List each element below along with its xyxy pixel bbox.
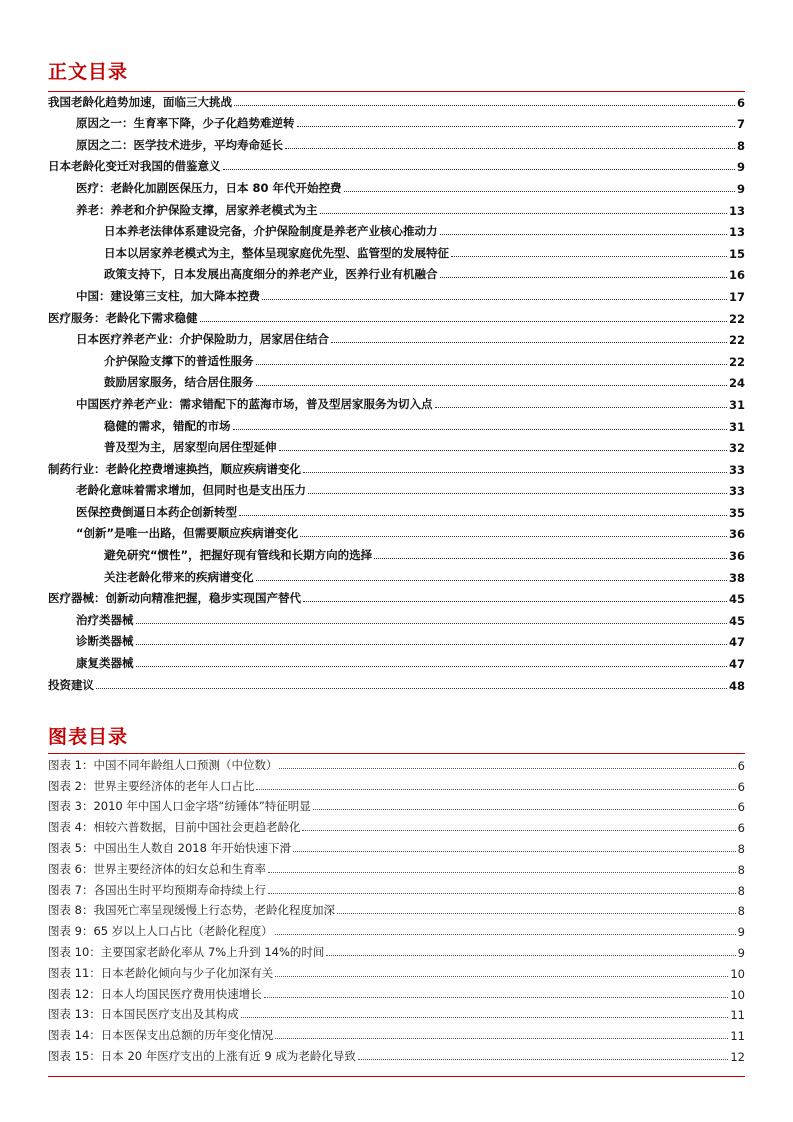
toc-entry-label: 养老：养老和介护保险支撑，居家养老模式为主 [76,202,318,217]
toc-entry-label: 避免研究“惯性”，把握好现有管线和长期方向的选择 [104,548,373,563]
toc-entry[interactable] [48,174,745,196]
toc-entry-label: 鼓励居家服务，结合居住服务 [104,375,254,390]
figure-entry-page-number: 8 [737,841,745,856]
dot-leader [320,213,727,214]
figure-entry-label: 图表 5：中国出生人数自 2018 年开始快速下滑 [48,840,292,855]
figure-entry[interactable] [48,752,745,773]
toc-entry-page-number: 33 [728,484,745,499]
page-bottom-rule [48,1076,745,1077]
figure-entry-label: 图表 3：2010 年中国人口金字塔“纺锤体”特征明显 [48,799,311,814]
dot-leader [358,1059,729,1060]
toc-entry-label: 政策支持下，日本发展出高度细分的养老产业，医养行业有机融合 [104,267,438,282]
figure-entry[interactable] [48,814,745,835]
dot-leader [136,623,727,624]
figure-entry-label: 图表 13：日本国民医疗支出及其构成 [48,1007,239,1022]
dot-leader [275,976,728,977]
toc-entry-page-number: 47 [728,657,745,672]
toc-entry-label: 日本老龄化变迁对我国的借鉴意义 [48,159,221,174]
toc-entry[interactable] [48,282,745,304]
dot-leader [285,148,735,149]
figure-entry[interactable] [48,898,745,919]
dot-leader [293,851,736,852]
dot-leader [268,872,736,873]
dot-leader [264,997,729,998]
dot-leader [308,493,727,494]
dot-leader [435,407,727,408]
figure-entry-page-number: 8 [737,883,745,898]
dot-leader [303,472,727,473]
figure-entry[interactable] [48,877,745,898]
dot-leader [279,450,727,451]
dot-leader [275,934,736,935]
dot-leader [331,342,727,343]
dot-leader [451,256,727,257]
toc-entry-page-number: 47 [728,635,745,650]
figures-title: 图表目录 [48,726,129,748]
toc-entry-page-number: 22 [728,333,745,348]
toc-entry[interactable] [48,131,745,153]
toc-entry[interactable] [48,649,745,671]
dot-leader [256,385,727,386]
figure-entry-page-number: 9 [737,945,745,960]
toc-entry[interactable] [48,455,745,477]
toc-entry-page-number: 9 [736,181,745,196]
figure-entry-page-number: 10 [730,987,745,1002]
toc-entry-page-number: 24 [728,376,745,391]
figure-entry-label: 图表 4：相较六普数据，目前中国社会更趋老龄化 [48,820,301,835]
toc-entry[interactable] [48,153,745,175]
figure-entry-label: 图表 1：中国不同年龄组人口预测（中位数） [48,757,278,772]
toc-entry[interactable] [48,304,745,326]
dot-leader [313,809,736,810]
toc-entry[interactable] [48,671,745,693]
figure-entry-label: 图表 11：日本老龄化倾向与少子化加深有关 [48,965,274,980]
toc-entry[interactable] [48,347,745,369]
toc-entry-label: 日本医疗养老产业：介护保险助力，居家居住结合 [76,332,329,347]
toc-entry-page-number: 22 [728,311,745,326]
figure-entry-label: 图表 10：主要国家老龄化率从 7%上升到 14%的时间 [48,944,325,959]
toc-entry-page-number: 32 [728,441,745,456]
toc-entry[interactable] [48,110,745,132]
figure-entry-page-number: 10 [730,966,745,981]
dot-leader [344,191,735,192]
dot-leader [440,234,727,235]
toc-entry[interactable] [48,477,745,499]
toc-entry[interactable] [48,218,745,240]
dot-leader [241,1017,729,1018]
toc-entry-label: “创新”是唯一出路，但需要顺应疾病谱变化 [76,526,299,541]
toc-entry-label: 投资建议 [48,677,94,692]
figure-entry-page-number: 6 [737,821,745,836]
dot-leader [279,768,735,769]
toc-entry-label: 康复类器械 [76,656,134,671]
figure-entry-label: 图表 9：65 岁以上人口占比（老龄化程度） [48,924,273,939]
toc-entry[interactable] [48,498,745,520]
toc-entry-label: 原因之二：医学技术进步，平均寿命延长 [76,137,283,152]
figure-entry-label: 图表 12：日本人均国民医疗费用快速增长 [48,986,262,1001]
toc-entry-label: 医疗：老龄化加剧医保压力，日本 80 年代开始控费 [76,180,342,195]
dot-leader [262,299,727,300]
toc-entry-page-number: 22 [728,354,745,369]
dot-leader [256,580,727,581]
dot-leader [268,893,736,894]
dot-leader [275,1038,728,1039]
toc-entry-label: 医保控费倒逼日本药企创新转型 [76,504,237,519]
dot-leader [223,169,735,170]
figure-entry[interactable] [48,960,745,981]
dot-leader [303,601,727,602]
toc-entry-label: 制药行业：老龄化控费增速换挡，顺应疾病谱变化 [48,461,301,476]
dot-leader [374,558,727,559]
toc-title: 正文目录 [48,61,129,83]
figures-list [48,752,745,1064]
dot-leader [136,644,727,645]
toc-entry-page-number: 8 [736,138,745,153]
dot-leader [200,321,727,322]
toc-entry-page-number: 48 [728,678,745,693]
figure-entry-label: 图表 14：日本医保支出总额的历年变化情况 [48,1028,274,1043]
dot-leader [256,364,727,365]
figure-entry[interactable] [48,794,745,815]
toc-entry[interactable] [48,326,745,348]
toc-entry-label: 稳健的需求，错配的市场 [104,418,231,433]
toc-entry-page-number: 7 [736,117,745,132]
toc-entry-page-number: 31 [728,397,745,412]
toc-entry[interactable] [48,563,745,585]
dot-leader [302,830,735,831]
toc-entry[interactable] [48,541,745,563]
toc-entry-page-number: 15 [728,246,745,261]
toc-entry-label: 关注老龄化带来的疾病谱变化 [104,569,254,584]
toc-entry-page-number: 36 [728,527,745,542]
toc-entry-page-number: 17 [728,289,745,304]
figure-entry[interactable] [48,1022,745,1043]
dot-leader [234,105,735,106]
figure-entry-label: 图表 15：日本 20 年医疗支出的上涨有近 9 成为老龄化导致 [48,1048,356,1063]
toc-entry[interactable] [48,196,745,218]
figure-entry-page-number: 6 [737,779,745,794]
toc-entry-label: 老龄化意味着需求增加，但同时也是支出压力 [76,483,306,498]
toc-entry[interactable] [48,520,745,542]
dot-leader [239,515,727,516]
toc-entry[interactable] [48,88,745,110]
figure-entry[interactable] [48,1043,745,1064]
toc-entry-label: 介护保险支撑下的普适性服务 [104,353,254,368]
dot-leader [96,688,727,689]
toc-entry-label: 医疗服务：老龄化下需求稳健 [48,310,198,325]
figure-entry[interactable] [48,939,745,960]
toc-entry-page-number: 45 [728,613,745,628]
toc-entry-label: 诊断类器械 [76,634,134,649]
figure-entry-page-number: 8 [737,904,745,919]
toc-entry[interactable] [48,434,745,456]
figure-entry[interactable] [48,773,745,794]
figure-entry-label: 图表 6：世界主要经济体的妇女总和生育率 [48,861,266,876]
toc-entry[interactable] [48,390,745,412]
toc-entry-label: 中国医疗养老产业：需求错配下的蓝海市场，普及型居家服务为切入点 [76,396,433,411]
toc-entry-label: 日本以居家养老模式为主，整体呈现家庭优先型、监管型的发展特征 [104,245,449,260]
figure-entry-page-number: 6 [737,758,745,773]
toc-entry-page-number: 13 [728,203,745,218]
toc-entry-label: 医疗器械：创新动向精准把握，稳步实现国产替代 [48,591,301,606]
toc-entry-page-number: 33 [728,462,745,477]
toc-entry-label: 原因之一：生育率下降，少子化趋势难逆转 [76,116,295,131]
figure-entry-page-number: 12 [730,1049,745,1064]
toc-entry[interactable] [48,606,745,628]
toc-entry-page-number: 45 [728,592,745,607]
figure-entry-page-number: 6 [737,800,745,815]
toc-entry-label: 普及型为主，居家型向居住型延伸 [104,440,277,455]
figure-entry-label: 图表 8：我国死亡率呈现缓慢上行态势，老龄化程度加深 [48,903,335,918]
toc-entry[interactable] [48,585,745,607]
figure-entry-label: 图表 7：各国出生时平均预期寿命持续上行 [48,882,266,897]
figure-entry[interactable] [48,918,745,939]
figure-entry-page-number: 11 [730,1029,745,1044]
figure-entry-label: 图表 2：世界主要经济体的老年人口占比 [48,778,255,793]
toc-entry[interactable] [48,369,745,391]
toc-entry-page-number: 16 [728,268,745,283]
toc-entry-label: 治疗类器械 [76,612,134,627]
dot-leader [297,126,735,127]
figure-entry-page-number: 11 [730,1008,745,1023]
figure-entry[interactable] [48,1002,745,1023]
toc-entry[interactable] [48,239,745,261]
figure-entry-page-number: 8 [737,862,745,877]
dot-leader [136,666,727,667]
dot-leader [337,913,736,914]
toc-entry-label: 中国：建设第三支柱，加大降本控费 [76,288,260,303]
toc-entry-page-number: 35 [728,505,745,520]
toc-entry-page-number: 6 [736,95,745,110]
toc-list [48,88,745,693]
toc-entry-page-number: 38 [728,570,745,585]
toc-entry-label: 日本养老法律体系建设完备，介护保险制度是养老产业核心推动力 [104,224,438,239]
figure-entry-page-number: 9 [737,925,745,940]
toc-entry-page-number: 9 [736,160,745,175]
toc-entry-page-number: 36 [728,549,745,564]
figure-entry[interactable] [48,856,745,877]
toc-entry[interactable] [48,628,745,650]
dot-leader [256,789,735,790]
figure-entry[interactable] [48,835,745,856]
figure-entry[interactable] [48,981,745,1002]
toc-entry-label: 我国老龄化趋势加速，面临三大挑战 [48,94,232,109]
dot-leader [440,277,727,278]
toc-entry[interactable] [48,261,745,283]
dot-leader [326,955,735,956]
toc-entry[interactable] [48,412,745,434]
toc-entry-page-number: 13 [728,225,745,240]
dot-leader [233,429,727,430]
toc-entry-page-number: 31 [728,419,745,434]
dot-leader [300,536,727,537]
